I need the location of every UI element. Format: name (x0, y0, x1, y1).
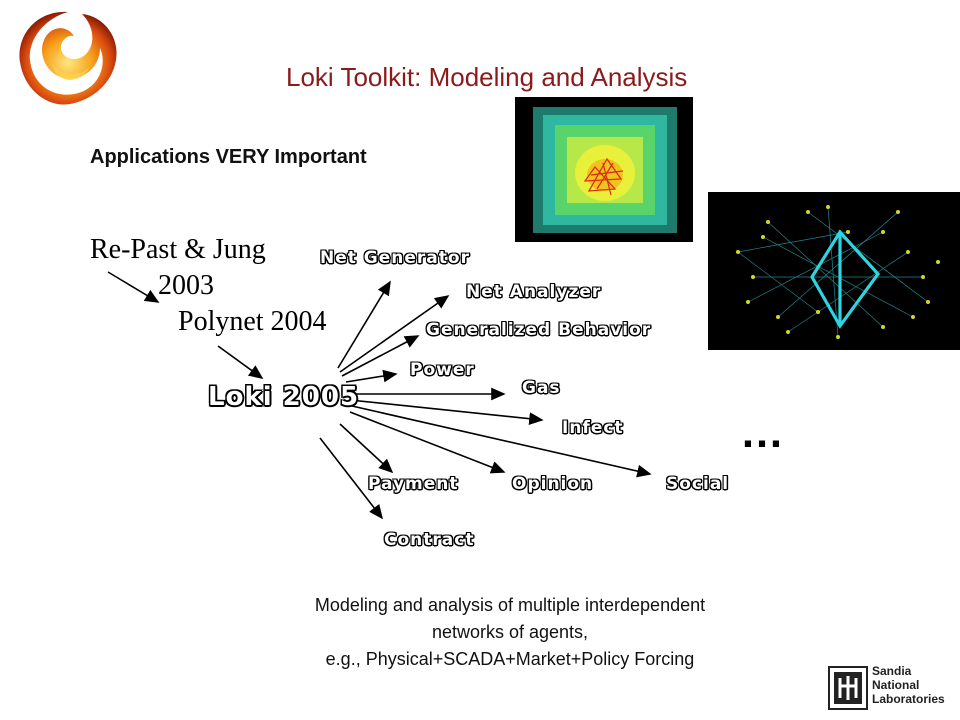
logo-line-1: Sandia (872, 664, 912, 678)
arrow-to-power (346, 374, 396, 382)
module-generalized-behavior: Generalized Behavior (426, 320, 652, 340)
history-repast-jung: Re-Past & Jung (90, 234, 266, 265)
module-power: Power (410, 360, 475, 380)
logo-line-2: National (872, 678, 920, 692)
arrow-to-opinion (350, 412, 504, 472)
module-gas: Gas (522, 378, 561, 398)
module-social: Social (666, 474, 730, 494)
arrow-to-payment (340, 424, 392, 472)
arrow-polynet-to-loki (218, 346, 262, 378)
logo-line-3: Laboratories (872, 692, 945, 706)
thunderbird-icon (828, 666, 868, 710)
history-polynet-2004: Polynet 2004 (178, 306, 327, 337)
module-payment: Payment (368, 474, 459, 494)
history-year-2003: 2003 (158, 270, 214, 301)
loki-2005-node: Loki 2005 (208, 382, 360, 412)
module-infect: Infect (562, 418, 624, 438)
slide-caption (180, 592, 840, 673)
arrow-repast-to-2003 (108, 272, 158, 302)
slide-title: Loki Toolkit: Modeling and Analysis (286, 62, 688, 92)
module-net-analyzer: Net Analyzer (466, 282, 602, 302)
module-net-generator: Net Generator (320, 248, 470, 268)
slide-subtitle: Applications VERY Important (90, 146, 367, 168)
arrow-to-infect (350, 400, 542, 420)
caption-line-2: networks of agents, (431, 622, 589, 642)
module-contract: Contract (384, 530, 475, 550)
module-opinion: Opinion (512, 474, 594, 494)
sandia-logo (828, 664, 948, 712)
caption-line-3: e.g., Physical+SCADA+Market+Policy Forcing (325, 649, 695, 669)
caption-line-1: Modeling and analysis of multiple interdependent (314, 595, 706, 615)
more-ellipsis: … (740, 408, 786, 457)
